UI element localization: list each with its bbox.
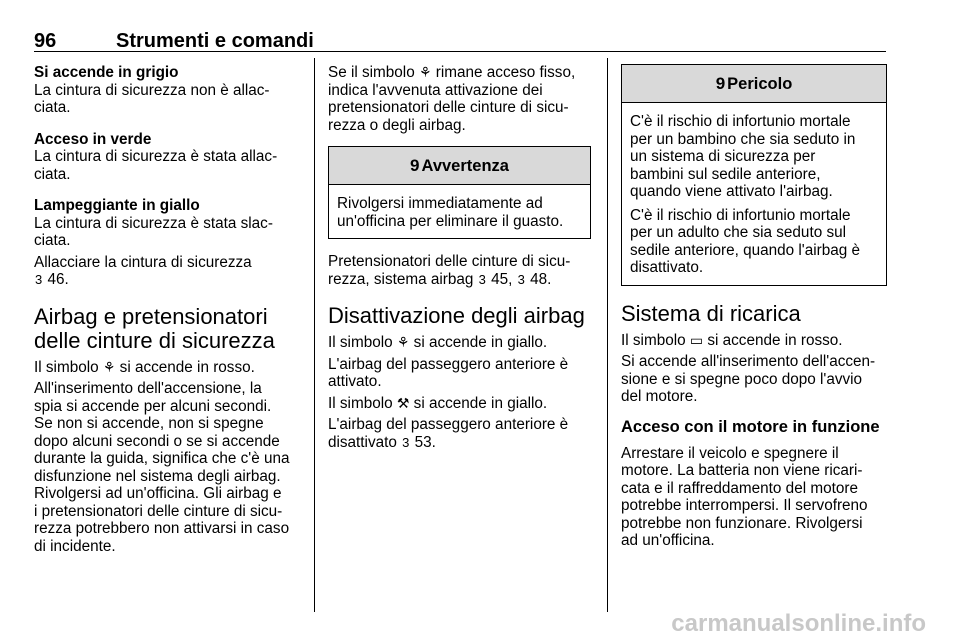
text-fragment: Il simbolo [328, 334, 393, 351]
fasten-paragraph [34, 254, 302, 289]
text-line: un sistema di sicurezza per [630, 148, 816, 165]
column-divider [314, 58, 315, 612]
text-line: Allacciare la cintura di sicurezza [34, 253, 252, 271]
text-line: cata e il raffreddamento del motore [621, 479, 858, 497]
text-fragment: Se il simbolo [328, 64, 415, 81]
text-line: potrebbe non funzionare. Rivolgersi [621, 514, 863, 532]
text-line: C'è il rischio di infortunio mortale [630, 206, 851, 224]
page-reference[interactable]: 53. [414, 433, 436, 451]
text-line: attivato. [328, 373, 382, 390]
text-line: Arrestare il veicolo e spegnere il [621, 444, 839, 462]
airbag-off-desc [328, 416, 591, 451]
text-line: quando viene attivato l'airbag. [630, 183, 833, 200]
warning-triangle-icon: 9 [715, 74, 726, 93]
text-line: motore. La batteria non viene ricari- [621, 462, 863, 479]
warning-title: Avvertenza [421, 157, 509, 175]
text-fragment: Il simbolo [34, 358, 99, 376]
column-right [621, 64, 887, 550]
text-line: disattivato. [630, 259, 704, 276]
column-middle [328, 64, 591, 451]
danger-box [621, 64, 887, 286]
warning-box [328, 146, 591, 239]
text-line: disfunzione nel sistema degli airbag. [34, 467, 281, 485]
airbag-off-paragraph [328, 395, 591, 413]
warning-box-body [329, 185, 590, 238]
section-heading: Disattivazione degli airbag [328, 303, 585, 328]
column-left [34, 64, 302, 555]
airbag-on-desc [328, 356, 591, 391]
battery-paragraph [621, 332, 887, 350]
text-line: Si accende all'inserimento dell'accen- [621, 353, 876, 370]
text-line: un'officina per eliminare il guasto. [337, 212, 564, 230]
text-line: C'è il rischio di infortunio mortale [630, 113, 851, 130]
heading-line: delle cinture di sicurezza [34, 327, 275, 353]
intro-paragraph [328, 64, 591, 134]
airbag-on-icon: ⚘ [396, 334, 410, 350]
text-line: Se non si accende, non si spegne [34, 415, 264, 432]
text-line: rezza potrebbero non attivarsi in caso [34, 520, 290, 537]
danger-title: Pericolo [727, 75, 793, 93]
text-line [621, 332, 887, 350]
text-line: Pretensionatori delle cinture di sicu- [328, 253, 571, 270]
text-line: Rivolgersi immediatamente ad [337, 195, 543, 212]
text-line: pretensionatori delle cinture di sicu- [328, 99, 569, 116]
text-fragment: si accende in giallo. [413, 394, 548, 412]
battery-icon: ▭ [689, 331, 704, 348]
page-title: Strumenti e comandi [116, 30, 314, 52]
danger-box-body [622, 103, 886, 285]
sub-heading: Acceso con il motore in funzione [621, 417, 880, 436]
text-line [34, 359, 302, 377]
text-line: ciata. [34, 99, 71, 116]
text-line: La cintura di sicurezza non è allac- [34, 81, 270, 99]
text-line: i pretensionatori delle cinture di sicu- [34, 502, 283, 520]
text-fragment: Il simbolo [621, 331, 686, 349]
text-line: per un adulto che sia seduto sul [630, 224, 847, 241]
text-fragment: rezza, sistema airbag [328, 270, 474, 288]
text-line: sione e si spegne poco dopo l'avvio [621, 370, 863, 388]
text-line: di incidente. [34, 537, 116, 555]
danger-paragraph [630, 113, 879, 201]
danger-paragraph [630, 207, 879, 277]
text-line: bambini sul sedile anteriore, [630, 165, 821, 183]
text-line: spia si accende per alcuni secondi. [34, 397, 272, 415]
page-reference[interactable]: 48. [530, 270, 552, 288]
text-line: ciata. [34, 165, 71, 183]
text-fragment: si accende in rosso. [119, 358, 255, 376]
text-fragment: disattivato [328, 433, 397, 451]
text-fragment: si accende in rosso. [707, 331, 843, 349]
grey-section [34, 64, 302, 117]
reference-arrow-icon: 3 [402, 434, 410, 450]
text-line [328, 334, 591, 352]
green-title: Acceso in verde [34, 130, 152, 148]
airbag-paragraph [34, 380, 302, 555]
warning-triangle-icon: 9 [410, 156, 420, 175]
text-line: L'airbag del passeggero anteriore è [328, 355, 569, 373]
column-divider [607, 58, 608, 612]
page-header [34, 30, 886, 52]
text-line [328, 271, 591, 289]
airbag-off-icon: ⚒ [396, 394, 410, 411]
section-heading: Sistema di ricarica [621, 300, 801, 326]
symbol-paragraph [34, 359, 302, 377]
text-line: per un bambino che sia seduto in [630, 130, 856, 148]
reference-arrow-icon: 3 [478, 271, 486, 287]
charge-paragraph [621, 353, 887, 406]
text-line: durante la guida, significa che c'è una [34, 450, 290, 467]
text-line: ciata. [34, 232, 71, 249]
section-heading [34, 305, 302, 353]
watermark: carmanualsonline.info [671, 610, 926, 637]
green-section [34, 131, 302, 184]
text-line [34, 271, 302, 289]
reference-arrow-icon: 3 [35, 272, 43, 287]
text-line: rezza o degli airbag. [328, 116, 466, 134]
engine-running-paragraph [621, 445, 887, 550]
text-fragment: rimane acceso fisso, [435, 64, 576, 81]
text-line: ad un'officina. [621, 532, 715, 549]
text-line: Rivolgersi ad un'officina. Gli airbag e [34, 485, 282, 502]
reference-arrow-icon: 3 [517, 271, 525, 287]
text-line: indica l'avvenuta attivazione dei [328, 81, 543, 99]
page-reference[interactable]: 46. [47, 271, 69, 288]
text-fragment: Il simbolo [328, 394, 393, 412]
heading-line: Airbag e pretensionatori [34, 303, 268, 329]
airbag-icon: ⚘ [102, 358, 116, 375]
danger-box-header [622, 65, 886, 103]
text-line: La cintura di sicurezza è stata slac- [34, 214, 273, 232]
text-line [328, 395, 591, 413]
text-line: sedile anteriore, quando l'airbag è [630, 241, 860, 259]
text-line: La cintura di sicurezza è stata allac- [34, 148, 278, 165]
text-line: All'inserimento dell'accensione, la [34, 380, 262, 397]
text-line [328, 434, 591, 452]
airbag-icon: ⚘ [418, 64, 432, 80]
text-line: del motore. [621, 388, 698, 405]
page-number: 96 [34, 30, 57, 52]
warning-box-header [329, 147, 590, 185]
text-line: potrebbe interrompersi. Il servofreno [621, 497, 868, 514]
page-reference[interactable]: 45, [491, 270, 513, 288]
text-line: L'airbag del passeggero anteriore è [328, 416, 569, 433]
text-line [328, 64, 591, 82]
text-line: dopo alcuni secondi o se si accende [34, 432, 280, 450]
pretensioner-paragraph [328, 253, 591, 288]
yellow-title: Lampeggiante in giallo [34, 197, 200, 214]
grey-title: Si accende in grigio [34, 64, 179, 81]
airbag-on-paragraph [328, 334, 591, 352]
text-fragment: si accende in giallo. [413, 334, 548, 351]
yellow-section [34, 197, 302, 250]
